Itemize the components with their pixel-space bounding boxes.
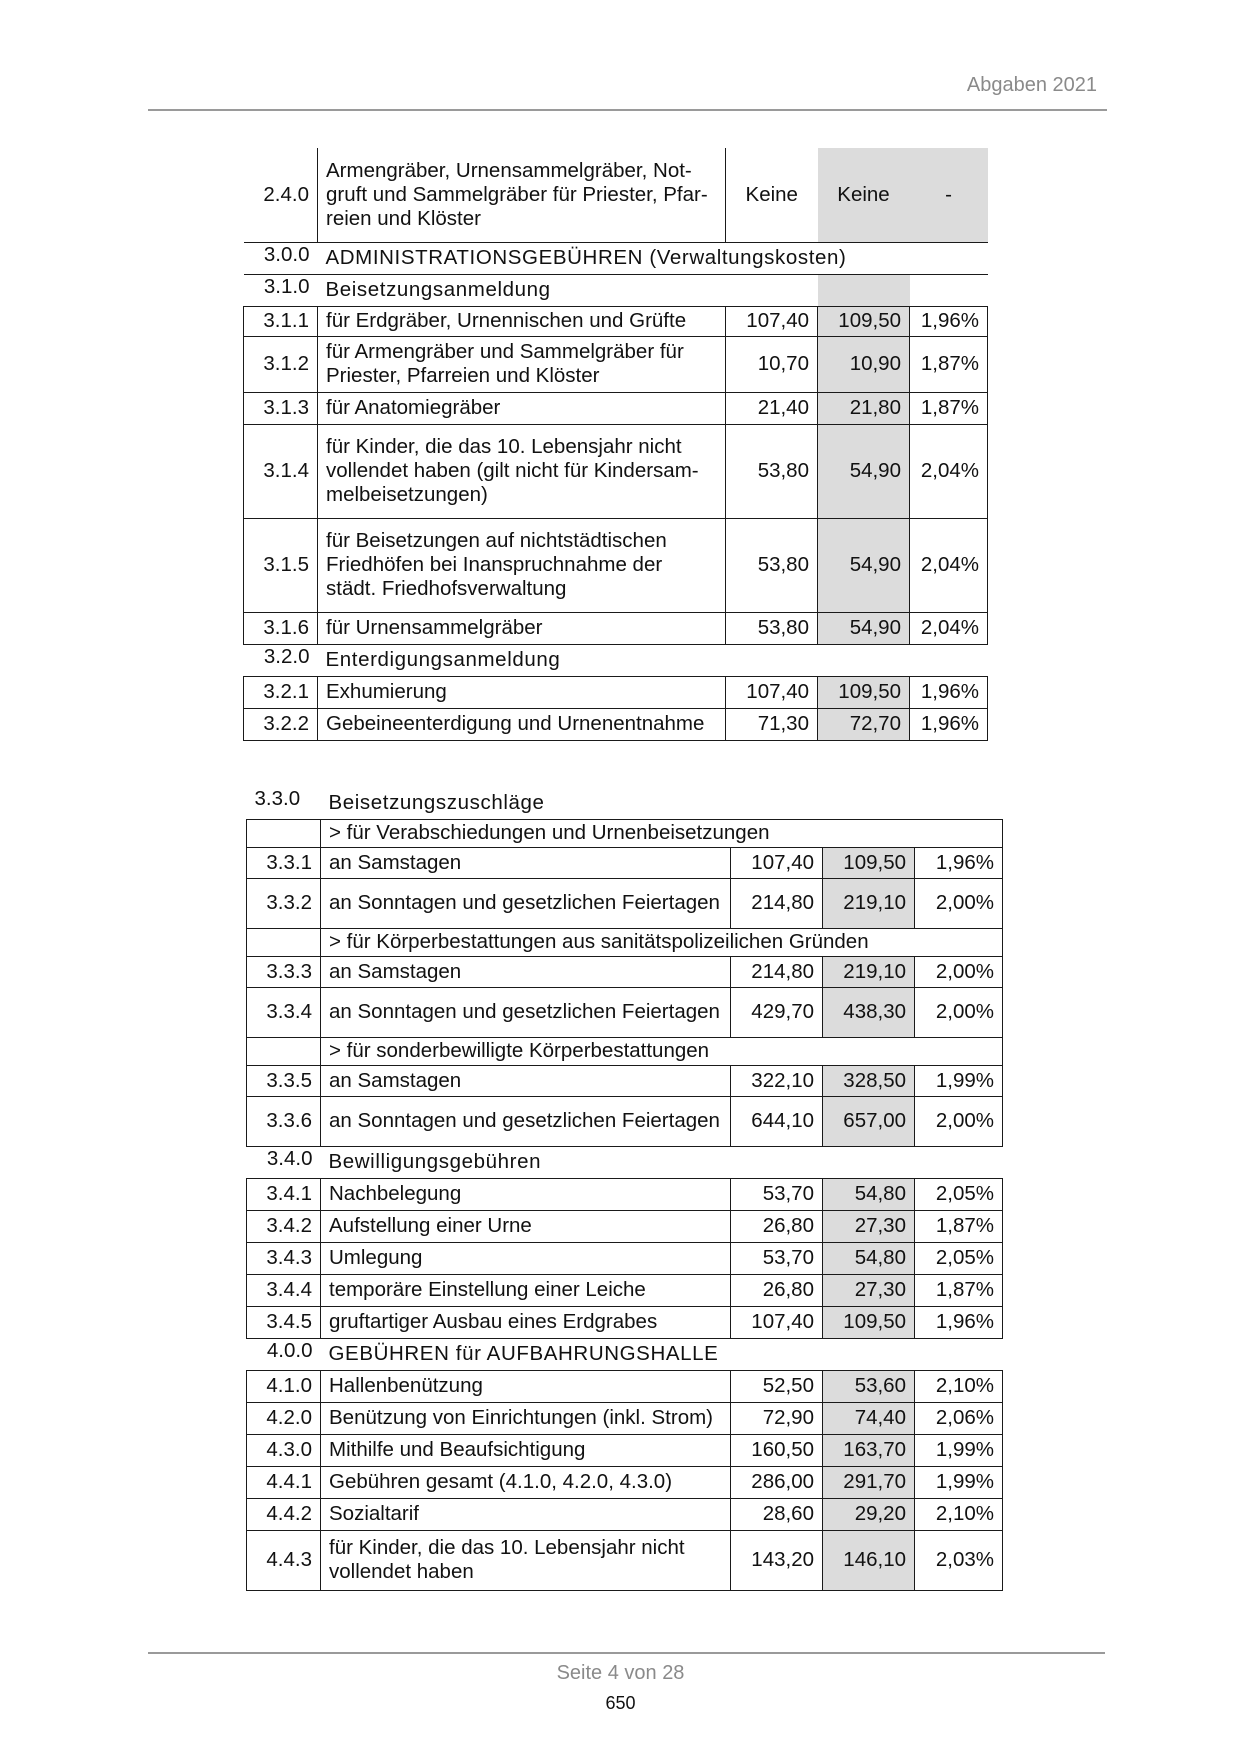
row-fee-new: 163,70 bbox=[823, 1434, 915, 1466]
row-code: 3.1.3 bbox=[244, 392, 318, 424]
row-code: 3.1.4 bbox=[244, 424, 318, 518]
row-description: für Kinder, die das 10. Lebensjahr nicht vollendet haben bbox=[321, 1530, 731, 1590]
row-description: Armengräber, Urnensammelgräber, Notgruft und Sammelgräber für Priester, Pfarreien und Klöster bbox=[318, 148, 726, 242]
rows-3-1 bbox=[244, 306, 988, 644]
table-row bbox=[244, 424, 988, 518]
row-fee-old: 286,00 bbox=[731, 1466, 823, 1498]
row-description: für Urnensammelgräber bbox=[318, 612, 726, 644]
shade-cell bbox=[818, 274, 910, 306]
section-code: 3.1.0 bbox=[263, 274, 310, 298]
row-code: 3.3.5 bbox=[247, 1065, 321, 1096]
row-code: 3.3.2 bbox=[247, 878, 321, 928]
row-code: 4.2.0 bbox=[247, 1402, 321, 1434]
row-description: gruftartiger Ausbau eines Erdgrabes bbox=[321, 1306, 731, 1338]
row-percent: 2,06% bbox=[915, 1402, 1003, 1434]
row-description: Umlegung bbox=[321, 1242, 731, 1274]
section-row bbox=[247, 1338, 1003, 1370]
row-fee-old: 71,30 bbox=[726, 708, 818, 740]
subheading-row bbox=[247, 1037, 1003, 1065]
row-percent: 2,00% bbox=[915, 878, 1003, 928]
row-description: für Kinder, die das 10. Lebensjahr nicht vollendet haben (gilt nicht für Kindersammelbeisetzungen) bbox=[318, 424, 726, 518]
row-code: 3.4.2 bbox=[247, 1210, 321, 1242]
row-percent: 1,87% bbox=[910, 336, 988, 392]
row-percent: 1,99% bbox=[915, 1065, 1003, 1096]
row-description: an Samstagen bbox=[321, 1065, 731, 1096]
row-code: 2.4.0 bbox=[244, 148, 318, 242]
table-row bbox=[244, 708, 988, 740]
row-fee-new: 109,50 bbox=[823, 1306, 915, 1338]
row-fee-new: 53,60 bbox=[823, 1370, 915, 1402]
row-fee-new: 657,00 bbox=[823, 1096, 915, 1146]
row-fee-new: Keine bbox=[818, 148, 910, 242]
row-fee-old: 53,80 bbox=[726, 612, 818, 644]
section-code: 3.0.0 bbox=[244, 242, 318, 274]
row-percent: 1,96% bbox=[910, 676, 988, 708]
row-fee-old: 26,80 bbox=[731, 1274, 823, 1306]
section-title: Beisetzungszuschläge bbox=[321, 787, 1003, 819]
row-percent: 2,00% bbox=[915, 1096, 1003, 1146]
row-code: 3.1.5 bbox=[244, 518, 318, 612]
row-percent: 2,04% bbox=[910, 424, 988, 518]
row-percent: 1,96% bbox=[915, 1306, 1003, 1338]
table-row bbox=[247, 1065, 1003, 1096]
table-row bbox=[247, 1402, 1003, 1434]
row-fee-old: 10,70 bbox=[726, 336, 818, 392]
header-title: Abgaben 2021 bbox=[966, 74, 1097, 96]
section-row bbox=[247, 787, 1003, 819]
rows-3-3 bbox=[247, 819, 1003, 1146]
row-code: 4.4.2 bbox=[247, 1498, 321, 1530]
row-fee-new: 54,80 bbox=[823, 1178, 915, 1210]
row-fee-old: 107,40 bbox=[726, 676, 818, 708]
table-row bbox=[244, 612, 988, 644]
table-row bbox=[247, 1370, 1003, 1402]
row-code: 3.3.6 bbox=[247, 1096, 321, 1146]
section-code: 4.0.0 bbox=[266, 1338, 313, 1362]
row-fee-new: 109,50 bbox=[818, 306, 910, 336]
row-fee-old: 53,70 bbox=[731, 1178, 823, 1210]
row-percent: 2,05% bbox=[915, 1178, 1003, 1210]
row-fee-old: 107,40 bbox=[731, 1306, 823, 1338]
subheading: > für sonderbewilligte Körperbestattungen bbox=[321, 1037, 1003, 1065]
row-code: 3.4.4 bbox=[247, 1274, 321, 1306]
row-percent: 2,10% bbox=[915, 1498, 1003, 1530]
row-description: Aufstellung einer Urne bbox=[321, 1210, 731, 1242]
rows-3-2 bbox=[244, 676, 988, 740]
row-percent: 1,99% bbox=[915, 1466, 1003, 1498]
table-row bbox=[244, 336, 988, 392]
row-percent: 1,96% bbox=[910, 708, 988, 740]
table-row bbox=[247, 1530, 1003, 1590]
section-row bbox=[244, 274, 988, 306]
row-percent: - bbox=[910, 148, 988, 242]
header-divider bbox=[148, 109, 1107, 111]
row-fee-old: 214,80 bbox=[731, 956, 823, 987]
row-description: temporäre Einstellung einer Leiche bbox=[321, 1274, 731, 1306]
row-fee-old: 160,50 bbox=[731, 1434, 823, 1466]
row-code: 3.4.5 bbox=[247, 1306, 321, 1338]
row-fee-new: 54,90 bbox=[818, 518, 910, 612]
row-description: für Armengräber und Sammelgräber für Priester, Pfarreien und Klöster bbox=[318, 336, 726, 392]
fee-table-administration bbox=[243, 148, 988, 741]
row-fee-new: 291,70 bbox=[823, 1466, 915, 1498]
section-title: Bewilligungsgebühren bbox=[328, 1150, 542, 1173]
row-percent: 2,00% bbox=[915, 956, 1003, 987]
row-fee-old: 107,40 bbox=[731, 847, 823, 878]
row-percent: 2,04% bbox=[910, 612, 988, 644]
row-percent: 2,10% bbox=[915, 1370, 1003, 1402]
row-code: 3.1.2 bbox=[244, 336, 318, 392]
row-fee-old: 53,70 bbox=[731, 1242, 823, 1274]
row-code: 4.4.1 bbox=[247, 1466, 321, 1498]
row-description: an Sonntagen und gesetzlichen Feiertagen bbox=[321, 878, 731, 928]
row-fee-new: 29,20 bbox=[823, 1498, 915, 1530]
row-percent: 1,99% bbox=[915, 1434, 1003, 1466]
row-fee-old: 429,70 bbox=[731, 987, 823, 1037]
row-fee-old: 53,80 bbox=[726, 518, 818, 612]
row-code: 4.1.0 bbox=[247, 1370, 321, 1402]
table-row bbox=[244, 518, 988, 612]
table-row bbox=[247, 1434, 1003, 1466]
page-indicator: Seite 4 von 28 bbox=[556, 1662, 685, 1684]
section-title: GEBÜHREN für AUFBAHRUNGSHALLE bbox=[328, 1342, 719, 1365]
table-row bbox=[244, 306, 988, 336]
row-fee-new: 27,30 bbox=[823, 1210, 915, 1242]
table-row bbox=[247, 1498, 1003, 1530]
row-percent: 2,05% bbox=[915, 1242, 1003, 1274]
row-fee-new: 54,80 bbox=[823, 1242, 915, 1274]
row-percent: 2,03% bbox=[915, 1530, 1003, 1590]
row-fee-old: 72,90 bbox=[731, 1402, 823, 1434]
subheading: > für Verabschiedungen und Urnenbeisetzungen bbox=[321, 819, 1003, 847]
row-fee-new: 438,30 bbox=[823, 987, 915, 1037]
row-description: an Sonntagen und gesetzlichen Feiertagen bbox=[321, 987, 731, 1037]
row-fee-new: 27,30 bbox=[823, 1274, 915, 1306]
row-description: Gebühren gesamt (4.1.0, 4.2.0, 4.3.0) bbox=[321, 1466, 731, 1498]
table-row bbox=[244, 148, 988, 242]
row-code: 3.3.1 bbox=[247, 847, 321, 878]
row-fee-new: 219,10 bbox=[823, 878, 915, 928]
row-description: Gebeineenterdigung und Urnenentnahme bbox=[318, 708, 726, 740]
table-row bbox=[244, 392, 988, 424]
row-fee-new: 328,50 bbox=[823, 1065, 915, 1096]
row-fee-new: 219,10 bbox=[823, 956, 915, 987]
row-fee-new: 10,90 bbox=[818, 336, 910, 392]
row-description: an Samstagen bbox=[321, 847, 731, 878]
table-row bbox=[247, 1210, 1003, 1242]
row-code: 3.2.2 bbox=[244, 708, 318, 740]
rows-3-4 bbox=[247, 1178, 1003, 1338]
row-code: 4.3.0 bbox=[247, 1434, 321, 1466]
row-code: 3.2.1 bbox=[244, 676, 318, 708]
row-fee-new: 21,80 bbox=[818, 392, 910, 424]
row-description: Benützung von Einrichtungen (inkl. Strom) bbox=[321, 1402, 731, 1434]
table-row bbox=[247, 1466, 1003, 1498]
row-description: Hallenbenützung bbox=[321, 1370, 731, 1402]
row-description: an Sonntagen und gesetzlichen Feiertagen bbox=[321, 1096, 731, 1146]
subheading: > für Körperbestattungen aus sanitätspolizeilichen Gründen bbox=[321, 928, 1003, 956]
row-fee-old: 28,60 bbox=[731, 1498, 823, 1530]
row-fee-new: 74,40 bbox=[823, 1402, 915, 1434]
row-fee-new: 146,10 bbox=[823, 1530, 915, 1590]
row-description: Exhumierung bbox=[318, 676, 726, 708]
section-row bbox=[244, 242, 988, 274]
row-fee-old: 214,80 bbox=[731, 878, 823, 928]
page-number: 650 bbox=[605, 1693, 636, 1713]
subheading-row bbox=[247, 928, 1003, 956]
row-percent: 1,87% bbox=[910, 392, 988, 424]
row-fee-new: 109,50 bbox=[823, 847, 915, 878]
row-percent: 1,96% bbox=[910, 306, 988, 336]
row-fee-new: 109,50 bbox=[818, 676, 910, 708]
row-fee-old: 21,40 bbox=[726, 392, 818, 424]
table-row bbox=[244, 676, 988, 708]
row-fee-new: 72,70 bbox=[818, 708, 910, 740]
row-fee-new: 54,90 bbox=[818, 424, 910, 518]
table-row bbox=[247, 1306, 1003, 1338]
table-row bbox=[247, 956, 1003, 987]
row-fee-old: 143,20 bbox=[731, 1530, 823, 1590]
row-fee-old: 52,50 bbox=[731, 1370, 823, 1402]
subheading-row bbox=[247, 819, 1003, 847]
row-description: für Erdgräber, Urnennischen und Grüfte bbox=[318, 306, 726, 336]
row-fee-old: 53,80 bbox=[726, 424, 818, 518]
footer-divider bbox=[148, 1652, 1105, 1654]
row-description: Mithilfe und Beaufsichtigung bbox=[321, 1434, 731, 1466]
table-row bbox=[247, 847, 1003, 878]
section-title: Beisetzungsanmeldung bbox=[325, 278, 551, 301]
row-fee-new: 54,90 bbox=[818, 612, 910, 644]
table-row bbox=[247, 878, 1003, 928]
row-code: 3.1.6 bbox=[244, 612, 318, 644]
row-code: 4.4.3 bbox=[247, 1530, 321, 1590]
section-code: 3.4.0 bbox=[266, 1146, 313, 1170]
table-row bbox=[247, 987, 1003, 1037]
row-description: für Anatomiegräber bbox=[318, 392, 726, 424]
section-title: Enterdigungsanmeldung bbox=[325, 648, 561, 671]
fee-table-surcharges bbox=[246, 787, 1003, 1591]
section-code: 3.3.0 bbox=[254, 787, 301, 810]
section-row bbox=[247, 1146, 1003, 1178]
section-title: ADMINISTRATIONSGEBÜHREN (Verwaltungskosten) bbox=[318, 242, 988, 274]
rows-4 bbox=[247, 1370, 1003, 1590]
row-code: 3.4.3 bbox=[247, 1242, 321, 1274]
row-fee-old: 644,10 bbox=[731, 1096, 823, 1146]
row-code: 3.3.3 bbox=[247, 956, 321, 987]
row-fee-old: Keine bbox=[726, 148, 818, 242]
row-description: für Beisetzungen auf nichtstädtischen Friedhöfen bei Inanspruchnahme der städt. Friedhofsverwaltung bbox=[318, 518, 726, 612]
row-description: an Samstagen bbox=[321, 956, 731, 987]
row-description: Sozialtarif bbox=[321, 1498, 731, 1530]
row-fee-old: 26,80 bbox=[731, 1210, 823, 1242]
section-row bbox=[244, 644, 988, 676]
row-fee-old: 322,10 bbox=[731, 1065, 823, 1096]
row-code: 3.3.4 bbox=[247, 987, 321, 1037]
row-percent: 2,00% bbox=[915, 987, 1003, 1037]
row-percent: 1,87% bbox=[915, 1210, 1003, 1242]
row-percent: 2,04% bbox=[910, 518, 988, 612]
row-code: 3.1.1 bbox=[244, 306, 318, 336]
row-fee-old: 107,40 bbox=[726, 306, 818, 336]
table-row bbox=[247, 1178, 1003, 1210]
row-percent: 1,87% bbox=[915, 1274, 1003, 1306]
row-percent: 1,96% bbox=[915, 847, 1003, 878]
table-row bbox=[247, 1242, 1003, 1274]
table-row bbox=[247, 1096, 1003, 1146]
table-row bbox=[247, 1274, 1003, 1306]
row-code: 3.4.1 bbox=[247, 1178, 321, 1210]
section-code: 3.2.0 bbox=[263, 644, 310, 668]
row-description: Nachbelegung bbox=[321, 1178, 731, 1210]
